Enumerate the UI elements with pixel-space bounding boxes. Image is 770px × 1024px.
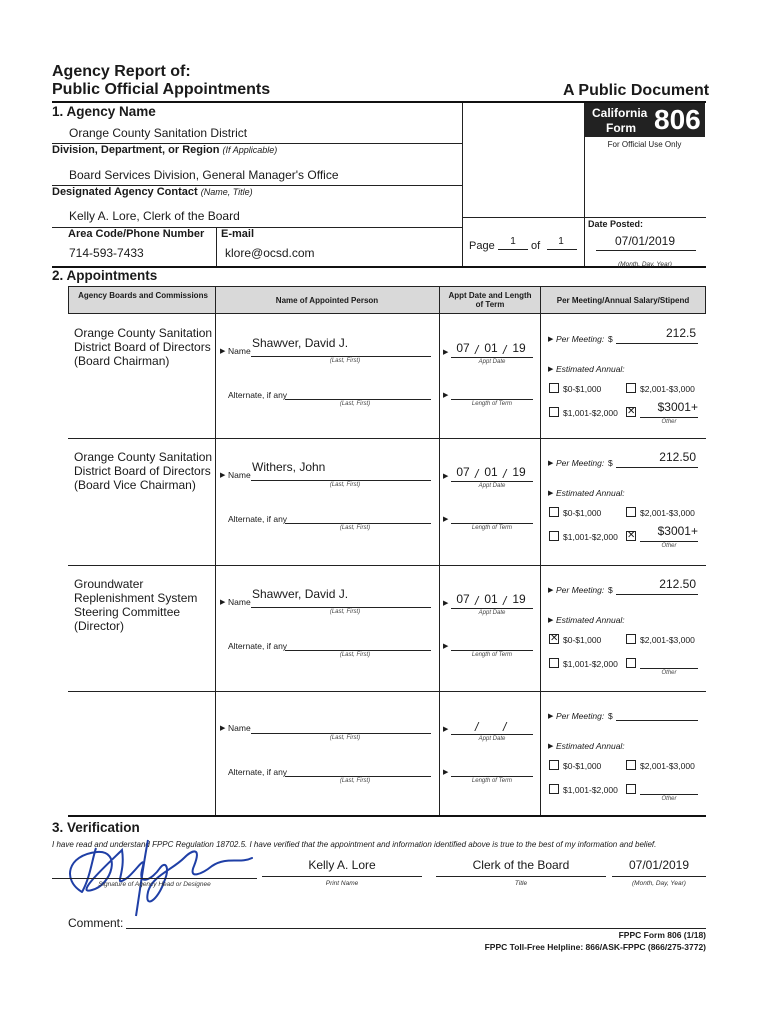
badge-state: California (592, 106, 648, 120)
per-meeting-label: Per Meeting: (556, 334, 605, 344)
term-arrow-icon: ▶ (443, 769, 449, 776)
date-arrow-icon: ▶ (443, 473, 449, 480)
alternate-last-first-hint: (Last, First) (339, 525, 371, 531)
date-arrow-icon: ▶ (443, 600, 449, 607)
term-arrow-icon: ▶ (443, 516, 449, 523)
appt-year[interactable]: 19 (512, 592, 526, 606)
length-term-label: Length of Term (471, 525, 513, 531)
estimated-annual-label: Estimated Annual: (556, 488, 625, 498)
commission-line: (Board Chairman) (74, 354, 170, 368)
appointee-name[interactable]: Withers, John (252, 460, 326, 474)
date-slash: / (503, 467, 507, 481)
per-meeting-arrow-icon: ▶ (548, 713, 554, 720)
date-slash: / (475, 594, 479, 608)
section3-title: 3. Verification (52, 820, 140, 835)
section2-title: 2. Appointments (52, 268, 158, 283)
date-slash: / (475, 720, 479, 734)
per-meeting-label: Per Meeting: (556, 711, 605, 721)
other-underline (640, 541, 698, 542)
other-label: Other (661, 670, 677, 676)
commission-line: (Board Vice Chairman) (74, 478, 196, 492)
contact-value: Kelly A. Lore, Clerk of the Board (69, 209, 240, 223)
appt-month[interactable]: 07 (456, 465, 470, 479)
per-meeting-underline (616, 343, 698, 344)
page-total: 1 (558, 236, 564, 247)
checkbox-1001-2000[interactable] (549, 658, 559, 668)
checkbox-other[interactable] (626, 784, 636, 794)
appt-date-underline (451, 608, 533, 609)
length-term-label: Length of Term (471, 778, 513, 784)
appt-date-underline (451, 357, 533, 358)
checkbox-2001-3000[interactable] (626, 760, 636, 770)
date-slash: / (475, 467, 479, 481)
opt-0-1000-label: $0-$1,000 (563, 384, 602, 394)
section1-title: 1. Agency Name (52, 104, 156, 119)
name-arrow-icon: ▶ (220, 472, 226, 479)
commission-line: District Board of Directors (74, 340, 211, 354)
form-806-badge (584, 103, 705, 137)
per-meeting-amount[interactable]: 212.50 (659, 450, 696, 464)
title-label: Title (514, 880, 528, 887)
appt-date-underline (451, 734, 533, 735)
per-meeting-underline (616, 720, 698, 721)
name-label: Name (228, 597, 251, 607)
per-meeting-amount[interactable]: 212.50 (659, 577, 696, 591)
opt-0-1000-label: $0-$1,000 (563, 635, 602, 645)
other-amount[interactable]: $3001+ (657, 524, 698, 538)
official-use-label: For Official Use Only (607, 140, 682, 149)
opt-0-1000-label: $0-$1,000 (563, 508, 602, 518)
form-title-line2: Public Official Appointments (52, 81, 271, 98)
opt-1001-2000-label: $1,001-$2,000 (563, 659, 618, 669)
email-label: E-mail (221, 228, 255, 240)
appt-date-label: Appt Date (478, 736, 506, 742)
name-underline (251, 480, 431, 481)
length-term-underline[interactable] (451, 650, 533, 651)
checkbox-1001-2000[interactable] (549, 407, 559, 417)
name-last-first-hint: (Last, First) (329, 735, 361, 741)
signature-graphic (52, 830, 272, 920)
other-label: Other (661, 543, 677, 549)
date-posted-hint (584, 253, 706, 271)
alternate-underline[interactable] (285, 650, 431, 651)
page-label: Page (469, 240, 495, 252)
appt-date-label: Appt Date (478, 610, 506, 616)
term-arrow-icon: ▶ (443, 643, 449, 650)
of-label: of (531, 240, 541, 252)
length-term-underline[interactable] (451, 399, 533, 400)
col-name-header: Name of Appointed Person (275, 296, 379, 305)
form-title-line1: Agency Report of: (52, 63, 191, 80)
other-underline (640, 417, 698, 418)
appt-year[interactable]: 19 (512, 341, 526, 355)
commission-line: District Board of Directors (74, 464, 211, 478)
division-label-text: Division, Department, or Region (52, 144, 220, 156)
alternate-last-first-hint: (Last, First) (339, 652, 371, 658)
appointee-name[interactable]: Shawver, David J. (252, 587, 349, 601)
appt-day[interactable]: 01 (484, 341, 498, 355)
comment-label: Comment: (68, 916, 124, 930)
contact-label (52, 186, 253, 198)
length-term-label: Length of Term (471, 652, 513, 658)
footer-helpline: FPPC Toll-Free Helpline: 866/ASK-FPPC (866/275-3772) (484, 942, 706, 952)
phone-label: Area Code/Phone Number (68, 228, 205, 240)
checkbox-1001-2000[interactable] (549, 784, 559, 794)
print-name-value: Kelly A. Lore (308, 858, 376, 872)
commission-line: Groundwater (74, 577, 144, 591)
appt-date-label: Appt Date (478, 359, 506, 365)
estimated-annual-label: Estimated Annual: (556, 741, 625, 751)
commission-line: (Director) (74, 619, 124, 633)
dollar-sign: $ (608, 585, 613, 595)
verification-date-label: (Month, Day, Year) (632, 880, 686, 887)
opt-1001-2000-label: $1,001-$2,000 (563, 408, 618, 418)
checkbox-2001-3000[interactable] (626, 634, 636, 644)
checkbox-0-1000[interactable] (549, 383, 559, 393)
email-value: klore@ocsd.com (225, 246, 315, 260)
estimated-arrow-icon: ▶ (548, 490, 554, 497)
name-last-first-hint: (Last, First) (329, 482, 361, 488)
opt-0-1000-label: $0-$1,000 (563, 761, 602, 771)
col-salary-header: Per Meeting/Annual Salary/Stipend (556, 296, 690, 305)
name-label: Name (228, 346, 251, 356)
estimated-annual-label: Estimated Annual: (556, 615, 625, 625)
badge-number: 806 (654, 104, 701, 135)
print-name-label: Print Name (325, 880, 359, 887)
alternate-underline[interactable] (285, 523, 431, 524)
commission-line: Orange County Sanitation (74, 326, 213, 340)
checkbox-0-1000[interactable]: ✕ (550, 633, 559, 644)
name-underline (251, 607, 431, 608)
opt-1001-2000-label: $1,001-$2,000 (563, 785, 618, 795)
opt-2001-3000-label: $2,001-$3,000 (640, 384, 695, 394)
per-meeting-label: Per Meeting: (556, 458, 605, 468)
checkbox-other[interactable]: ✕ (627, 406, 636, 417)
checkbox-2001-3000[interactable] (626, 507, 636, 517)
dollar-sign: $ (608, 711, 613, 721)
per-meeting-label: Per Meeting: (556, 585, 605, 595)
appointee-name[interactable]: Shawver, David J. (252, 336, 349, 350)
appt-month[interactable]: 07 (456, 341, 470, 355)
estimated-arrow-icon: ▶ (548, 743, 554, 750)
name-arrow-icon: ▶ (220, 599, 226, 606)
other-underline (640, 794, 698, 795)
estimated-arrow-icon: ▶ (548, 366, 554, 373)
per-meeting-arrow-icon: ▶ (548, 587, 554, 594)
title-value: Clerk of the Board (472, 858, 570, 872)
per-meeting-underline (616, 594, 698, 595)
dollar-sign: $ (608, 334, 613, 344)
alternate-label: Alternate, if any (228, 514, 288, 524)
appt-date-underline (451, 481, 533, 482)
commission-line: Steering Committee (74, 605, 181, 619)
name-last-first-hint: (Last, First) (329, 358, 361, 364)
appt-year[interactable]: 19 (512, 465, 526, 479)
estimated-annual-label: Estimated Annual: (556, 364, 625, 374)
name-last-first-hint: (Last, First) (329, 609, 361, 615)
name-label: Name (228, 723, 251, 733)
agency-name-value: Orange County Sanitation District (69, 126, 248, 140)
signature-label: Signature of Agency Head or Designee (98, 881, 211, 888)
alternate-last-first-hint: (Last, First) (339, 778, 371, 784)
estimated-arrow-icon: ▶ (548, 617, 554, 624)
public-document-label: A Public Document (563, 82, 710, 99)
verification-statement: I have read and understand FPPC Regulation 18702.5. I have verified that the appointment and information identified above is true to the best of my information and belief. (52, 840, 657, 849)
alternate-label: Alternate, if any (228, 641, 288, 651)
length-term-underline[interactable] (451, 776, 533, 777)
other-label: Other (661, 796, 677, 802)
opt-2001-3000-label: $2,001-$3,000 (640, 508, 695, 518)
division-hint: (If Applicable) (222, 145, 278, 155)
date-posted-label: Date Posted: (588, 219, 644, 229)
name-underline (251, 356, 431, 357)
col-date-header: Appt Date and Length of Term (448, 291, 532, 309)
alternate-underline[interactable] (285, 776, 431, 777)
badge-form: Form (606, 121, 636, 135)
verification-date-value: 07/01/2019 (628, 858, 690, 872)
name-label: Name (228, 470, 251, 480)
checkbox-2001-3000[interactable] (626, 383, 636, 393)
date-slash: / (475, 343, 479, 357)
checkbox-0-1000[interactable] (549, 760, 559, 770)
commission-line: Replenishment System (74, 591, 198, 605)
opt-2001-3000-label: $2,001-$3,000 (640, 635, 695, 645)
phone-value: 714-593-7433 (69, 246, 144, 260)
per-meeting-amount[interactable]: 212.5 (665, 326, 696, 340)
alternate-label: Alternate, if any (228, 390, 288, 400)
date-posted-hint-text: (Month, Day, Year) (618, 261, 672, 268)
opt-1001-2000-label: $1,001-$2,000 (563, 532, 618, 542)
length-term-label: Length of Term (471, 401, 513, 407)
checkbox-1001-2000[interactable] (549, 531, 559, 541)
other-amount[interactable]: $3001+ (657, 400, 698, 414)
dollar-sign: $ (608, 458, 613, 468)
name-underline (251, 733, 431, 734)
checkbox-other[interactable] (626, 658, 636, 668)
date-arrow-icon: ▶ (443, 726, 449, 733)
per-meeting-arrow-icon: ▶ (548, 336, 554, 343)
appt-day[interactable]: 01 (484, 592, 498, 606)
footer-form-id: FPPC Form 806 (1/18) (618, 930, 706, 940)
date-posted-value: 07/01/2019 (614, 234, 676, 248)
commission-line: Orange County Sanitation (74, 450, 213, 464)
alternate-last-first-hint: (Last, First) (339, 401, 371, 407)
appt-date-label: Appt Date (478, 483, 506, 489)
length-term-underline[interactable] (451, 523, 533, 524)
date-slash: / (503, 720, 507, 734)
division-label (52, 144, 277, 156)
appt-day[interactable]: 01 (484, 465, 498, 479)
checkbox-0-1000[interactable] (549, 507, 559, 517)
division-value: Board Services Division, General Manager's Office (69, 168, 339, 182)
date-arrow-icon: ▶ (443, 349, 449, 356)
appt-month[interactable]: 07 (456, 592, 470, 606)
term-arrow-icon: ▶ (443, 392, 449, 399)
date-slash: / (503, 343, 507, 357)
contact-hint: (Name, Title) (200, 187, 253, 197)
checkbox-other[interactable]: ✕ (627, 530, 636, 541)
opt-2001-3000-label: $2,001-$3,000 (640, 761, 695, 771)
per-meeting-arrow-icon: ▶ (548, 460, 554, 467)
alternate-underline[interactable] (285, 399, 431, 400)
other-label: Other (661, 419, 677, 425)
date-slash: / (503, 594, 507, 608)
name-arrow-icon: ▶ (220, 348, 226, 355)
page-number: 1 (510, 236, 516, 247)
name-arrow-icon: ▶ (220, 725, 226, 732)
per-meeting-underline (616, 467, 698, 468)
col-boards-header: Agency Boards and Commissions (78, 291, 208, 300)
other-underline (640, 668, 698, 669)
contact-label-text: Designated Agency Contact (52, 186, 198, 198)
alternate-label: Alternate, if any (228, 767, 288, 777)
